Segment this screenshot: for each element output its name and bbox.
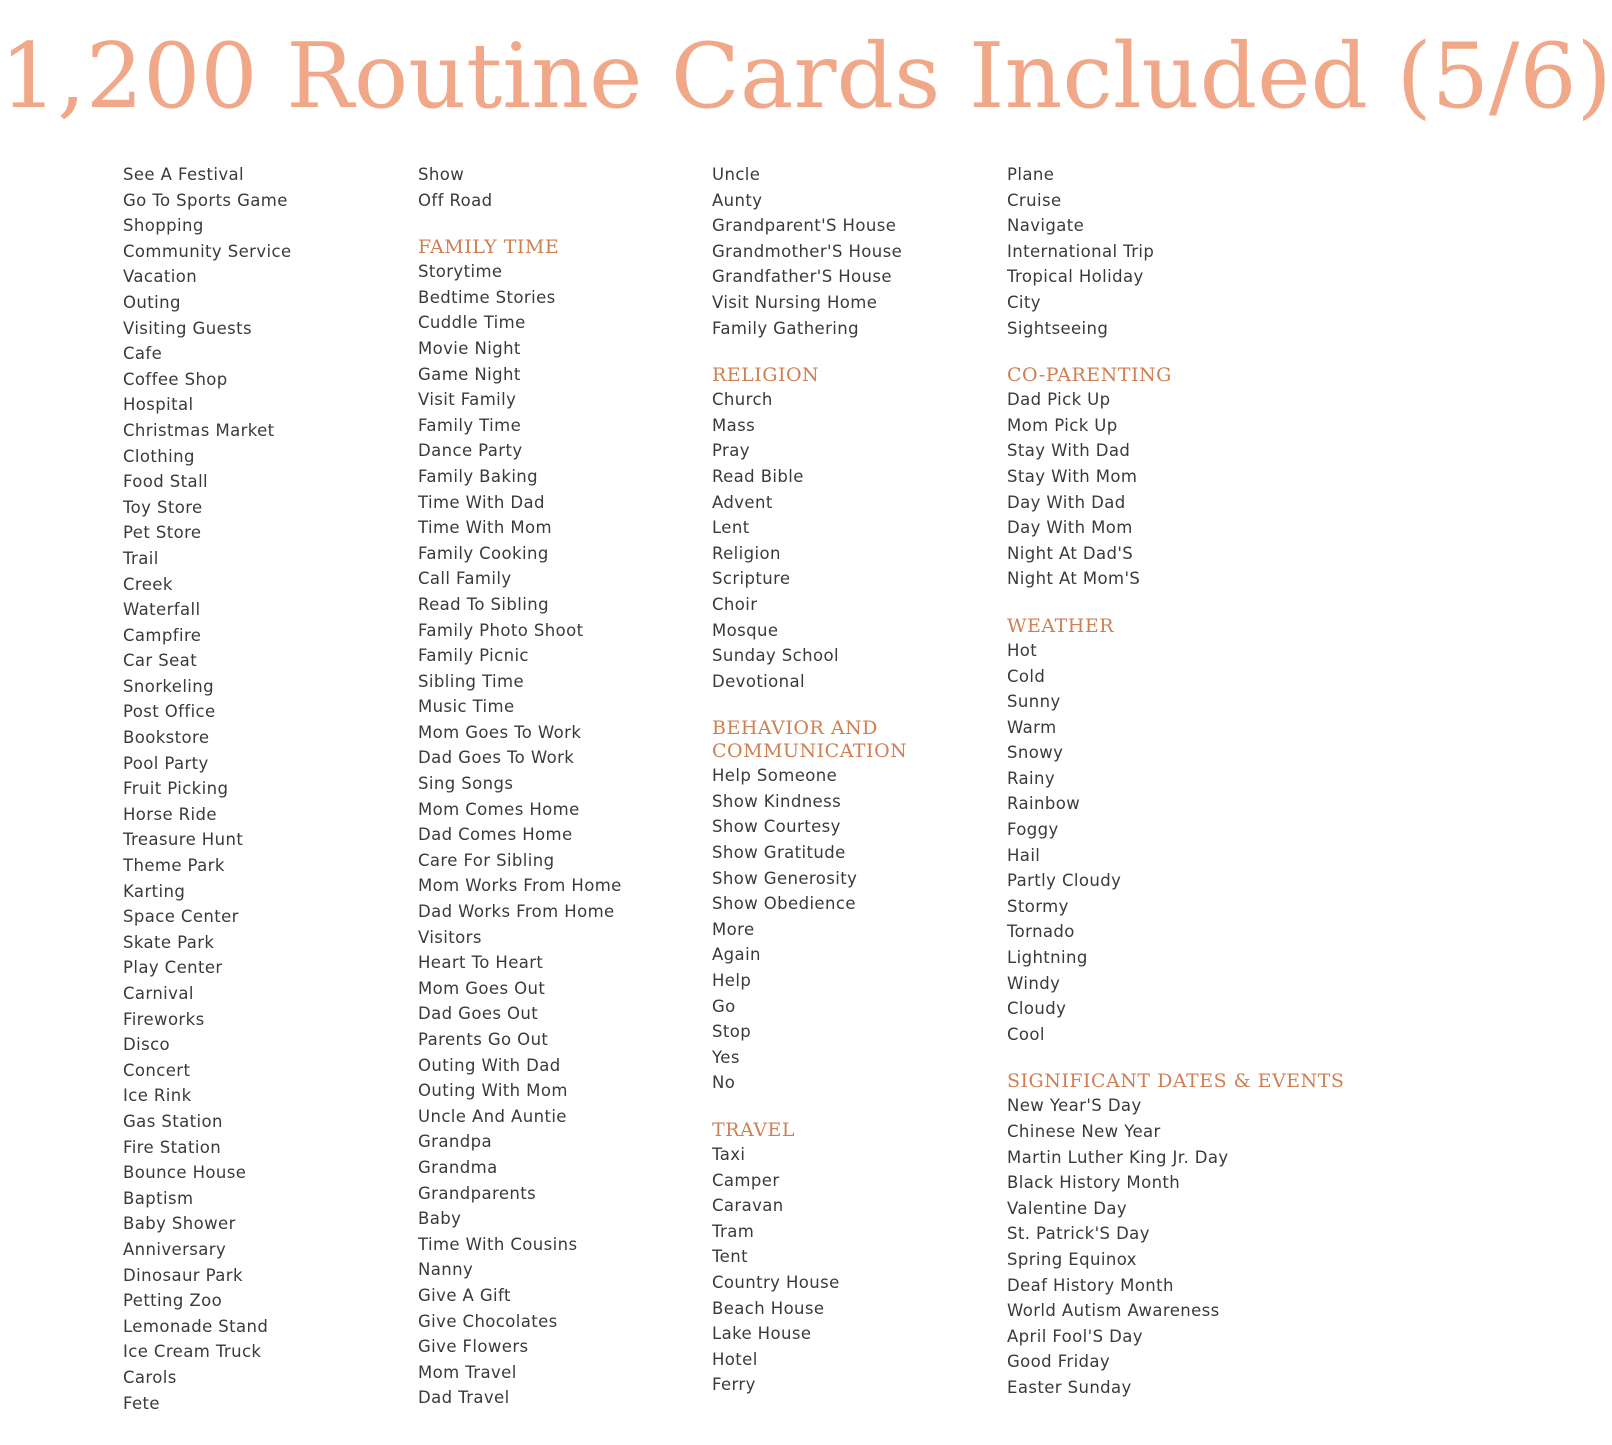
card-item: Fireworks [123,1009,205,1029]
card-item: Country House [712,1272,840,1292]
card-item: Grandma [418,1157,498,1177]
card-item: Dance Party [418,441,523,461]
card-item: Give Chocolates [418,1311,558,1331]
card-item: Mom Travel [418,1362,517,1382]
card-item: Music Time [418,697,515,717]
card-item: Help [712,971,752,991]
card-item: Religion [712,543,781,563]
card-item: Mass [712,415,756,435]
card-item: Pet Store [123,523,202,543]
card-item: Call Family [418,569,512,589]
card-item: Game Night [418,364,521,384]
card-item: Dad Works From Home [418,902,615,922]
card-item: Stay With Mom [1007,466,1138,486]
card-item: Pray [712,441,750,461]
card-item: Christmas Market [123,420,275,440]
card-item: Stop [712,1022,752,1042]
card-section [712,162,1002,341]
card-item: Tornado [1007,922,1075,942]
card-item: Grandmother'S House [712,241,903,261]
card-item: Concert [123,1060,191,1080]
card-item: Tent [712,1247,748,1267]
card-item: Grandpa [418,1132,492,1152]
card-item: Outing [123,292,181,312]
card-item: Campfire [123,625,202,645]
card-item: Family Baking [418,466,539,486]
card-item: Bookstore [123,728,210,748]
card-item: Stay With Dad [1007,441,1131,461]
card-item: Ice Cream Truck [123,1342,262,1362]
card-item: Cold [1007,666,1046,686]
card-item: St. Patrick'S Day [1007,1224,1150,1244]
card-item: Hail [1007,845,1041,865]
card-item: Valentine Day [1007,1198,1127,1218]
card-item: Cloudy [1007,999,1067,1019]
card-item: Outing With Dad [418,1055,561,1075]
card-item: Advent [712,492,773,512]
page-title: 1,200 Routine Cards Included (5/6) [0,24,1612,129]
card-item: Show Generosity [712,868,858,888]
card-item: Lemonade Stand [123,1316,269,1336]
card-item: Yes [712,1047,740,1067]
card-item: Snowy [1007,743,1064,763]
card-item: Cafe [123,344,163,364]
column-4 [1007,162,1345,1401]
card-item: Nanny [418,1260,474,1280]
card-item: Family Cooking [418,543,549,563]
card-item: Gas Station [123,1111,223,1131]
card-section [1007,162,1297,341]
card-item: Baptism [123,1188,194,1208]
card-item: Hospital [123,395,194,415]
card-section [712,1119,1002,1398]
card-item: Show Gratitude [712,843,846,863]
card-item: Read To Sibling [418,594,549,614]
card-item: Time With Dad [418,492,545,512]
card-item: Give Flowers [418,1337,529,1357]
card-item: Pool Party [123,753,209,773]
card-item: Aunty [712,190,763,210]
section-heading: CO-PARENTING [1007,364,1172,387]
card-item: Mosque [712,620,779,640]
card-item: Good Friday [1007,1352,1111,1372]
card-item: Easter Sunday [1007,1377,1132,1397]
card-item: Creek [123,574,173,594]
card-item: Dinosaur Park [123,1265,243,1285]
card-item: Skate Park [123,932,215,952]
card-item: Church [712,390,773,410]
card-item: Rainy [1007,768,1056,788]
card-item: More [712,919,755,939]
card-item: Time With Mom [418,518,552,538]
card-item: Space Center [123,907,239,927]
card-item: Devotional [712,671,806,691]
card-item: International Trip [1007,241,1155,261]
card-item: City [1007,292,1041,312]
card-item: Rainbow [1007,794,1081,814]
card-item: Outing With Mom [418,1081,568,1101]
card-section [1007,615,1297,1048]
card-item: Sightseeing [1007,318,1109,338]
card-item: Visit Nursing Home [712,292,878,312]
card-item: Bedtime Stories [418,287,556,307]
card-item: Trail [123,548,159,568]
card-item: Night At Dad'S [1007,543,1134,563]
card-item: Cuddle Time [418,313,526,333]
card-section [712,364,1002,694]
card-item: Hot [1007,640,1038,660]
card-item: Lightning [1007,948,1088,968]
card-item: Family Photo Shoot [418,620,584,640]
card-item: Coffee Shop [123,369,228,389]
card-item: Dad Travel [418,1388,510,1408]
card-item: Fruit Picking [123,779,229,799]
card-item: Show Kindness [712,791,842,811]
card-item: Off Road [418,190,493,210]
card-item: Mom Works From Home [418,876,622,896]
card-item: Parents Go Out [418,1030,549,1049]
card-item: Go [712,996,736,1016]
card-item: Baby Shower [123,1214,236,1234]
card-item: Baby [418,1209,462,1229]
card-item: Plane [1007,165,1055,184]
card-item: Mom Pick Up [1007,415,1118,435]
card-item: Anniversary [123,1239,227,1259]
card-section [418,162,708,213]
card-item: Ferry [712,1375,756,1395]
card-item: Dad Goes To Work [418,748,575,768]
card-item: Horse Ride [123,804,217,824]
section-heading: RELIGION [712,364,820,387]
card-item: Uncle [712,165,761,184]
card-item: Cruise [1007,190,1062,210]
card-item: Time With Cousins [418,1234,578,1254]
card-item: Martin Luther King Jr. Day [1007,1147,1229,1167]
card-item: Vacation [123,267,198,287]
card-item: Foggy [1007,820,1059,840]
column-3 [712,162,1002,1398]
card-item: Waterfall [123,600,201,620]
card-item: Night At Mom'S [1007,569,1141,589]
card-item: Family Picnic [418,646,529,666]
card-section [1007,364,1297,592]
card-item: Caravan [712,1196,784,1216]
card-item: Show [418,165,465,184]
card-item: No [712,1073,736,1093]
card-item: Sunny [1007,692,1061,712]
card-item: Storytime [418,262,503,282]
section-heading: SIGNIFICANT DATES & EVENTS [1007,1070,1345,1093]
card-item: Sibling Time [418,671,525,691]
card-item: Grandparents [418,1183,537,1203]
card-item: Tropical Holiday [1007,267,1144,287]
card-item: Movie Night [418,338,521,358]
card-item: Day With Dad [1007,492,1126,512]
card-item: Clothing [123,446,195,466]
card-item: Fete [123,1393,160,1413]
card-item: New Year'S Day [1007,1096,1142,1116]
card-item: Stormy [1007,896,1069,916]
card-item: Visit Family [418,390,517,410]
card-item: Show Obedience [712,894,856,914]
card-item: Black History Month [1007,1173,1181,1193]
card-section [418,236,708,1411]
card-item: Help Someone [712,766,838,786]
card-item: Theme Park [123,856,225,876]
card-item: Mom Goes To Work [418,722,582,742]
card-item: Read Bible [712,466,804,486]
card-item: Lake House [712,1324,812,1344]
card-item: Family Time [418,415,522,435]
card-item: Play Center [123,958,223,978]
card-item: Car Seat [123,651,198,671]
card-item: Hotel [712,1349,758,1369]
section-heading: FAMILY TIME [418,236,560,259]
card-item: Deaf History Month [1007,1275,1174,1295]
card-item: Visitors [418,927,482,947]
card-item: Food Stall [123,472,209,492]
card-item: Tram [712,1221,755,1241]
column-1 [123,162,413,1416]
card-item: Again [712,945,761,965]
card-item: Go To Sports Game [123,190,288,210]
card-item: Cool [1007,1024,1045,1044]
card-item: Visiting Guests [123,318,252,338]
card-item: Grandfather'S House [712,267,892,287]
card-section [123,162,413,1416]
card-item: Camper [712,1170,780,1190]
card-item: Navigate [1007,216,1085,236]
card-item: Mom Comes Home [418,799,580,819]
card-item: Treasure Hunt [123,830,244,850]
card-item: Day With Mom [1007,518,1133,538]
card-item: Beach House [712,1298,825,1318]
card-item: See A Festival [123,165,245,184]
card-item: Ice Rink [123,1086,192,1106]
card-item: Choir [712,594,758,614]
card-item: Dad Goes Out [418,1004,539,1024]
card-item: Bounce House [123,1163,247,1183]
section-heading: COMMUNICATION [712,740,908,763]
card-item: Family Gathering [712,318,860,338]
card-item: Heart To Heart [418,953,544,973]
section-heading: BEHAVIOR AND [712,717,878,740]
card-item: Post Office [123,702,216,722]
card-item: Partly Cloudy [1007,871,1122,891]
card-item: Windy [1007,973,1061,993]
card-item: Carnival [123,984,194,1003]
card-item: Lent [712,518,750,538]
card-item: Karting [123,881,186,901]
card-item: Care For Sibling [418,850,555,870]
card-item: Dad Pick Up [1007,390,1111,410]
card-item: Shopping [123,216,204,236]
card-item: Community Service [123,241,292,261]
card-section [712,717,1002,1096]
card-item: Disco [123,1035,171,1055]
card-item: Chinese New Year [1007,1122,1161,1141]
card-item: Warm [1007,717,1057,737]
card-item: Grandparent'S House [712,216,897,236]
card-item: Dad Comes Home [418,825,573,845]
card-item: Mom Goes Out [418,978,546,998]
card-item: Fire Station [123,1137,222,1157]
card-item: Uncle And Auntie [418,1106,567,1126]
card-item: Petting Zoo [123,1291,223,1311]
card-item: Scripture [712,569,791,589]
column-2 [418,162,708,1411]
card-item: Sunday School [712,646,839,666]
card-item: Carols [123,1367,177,1387]
card-item: World Autism Awareness [1007,1301,1220,1321]
card-section [1007,1070,1345,1400]
card-item: Toy Store [123,497,203,517]
card-item: Give A Gift [418,1285,511,1305]
card-item: April Fool'S Day [1007,1326,1143,1346]
card-item: Show Courtesy [712,817,841,837]
section-heading: WEATHER [1007,614,1114,637]
card-item: Snorkeling [123,676,215,696]
card-item: Sing Songs [418,774,514,794]
section-heading: TRAVEL [712,1119,795,1141]
card-item: Spring Equinox [1007,1249,1137,1269]
card-item: Taxi [712,1145,746,1164]
